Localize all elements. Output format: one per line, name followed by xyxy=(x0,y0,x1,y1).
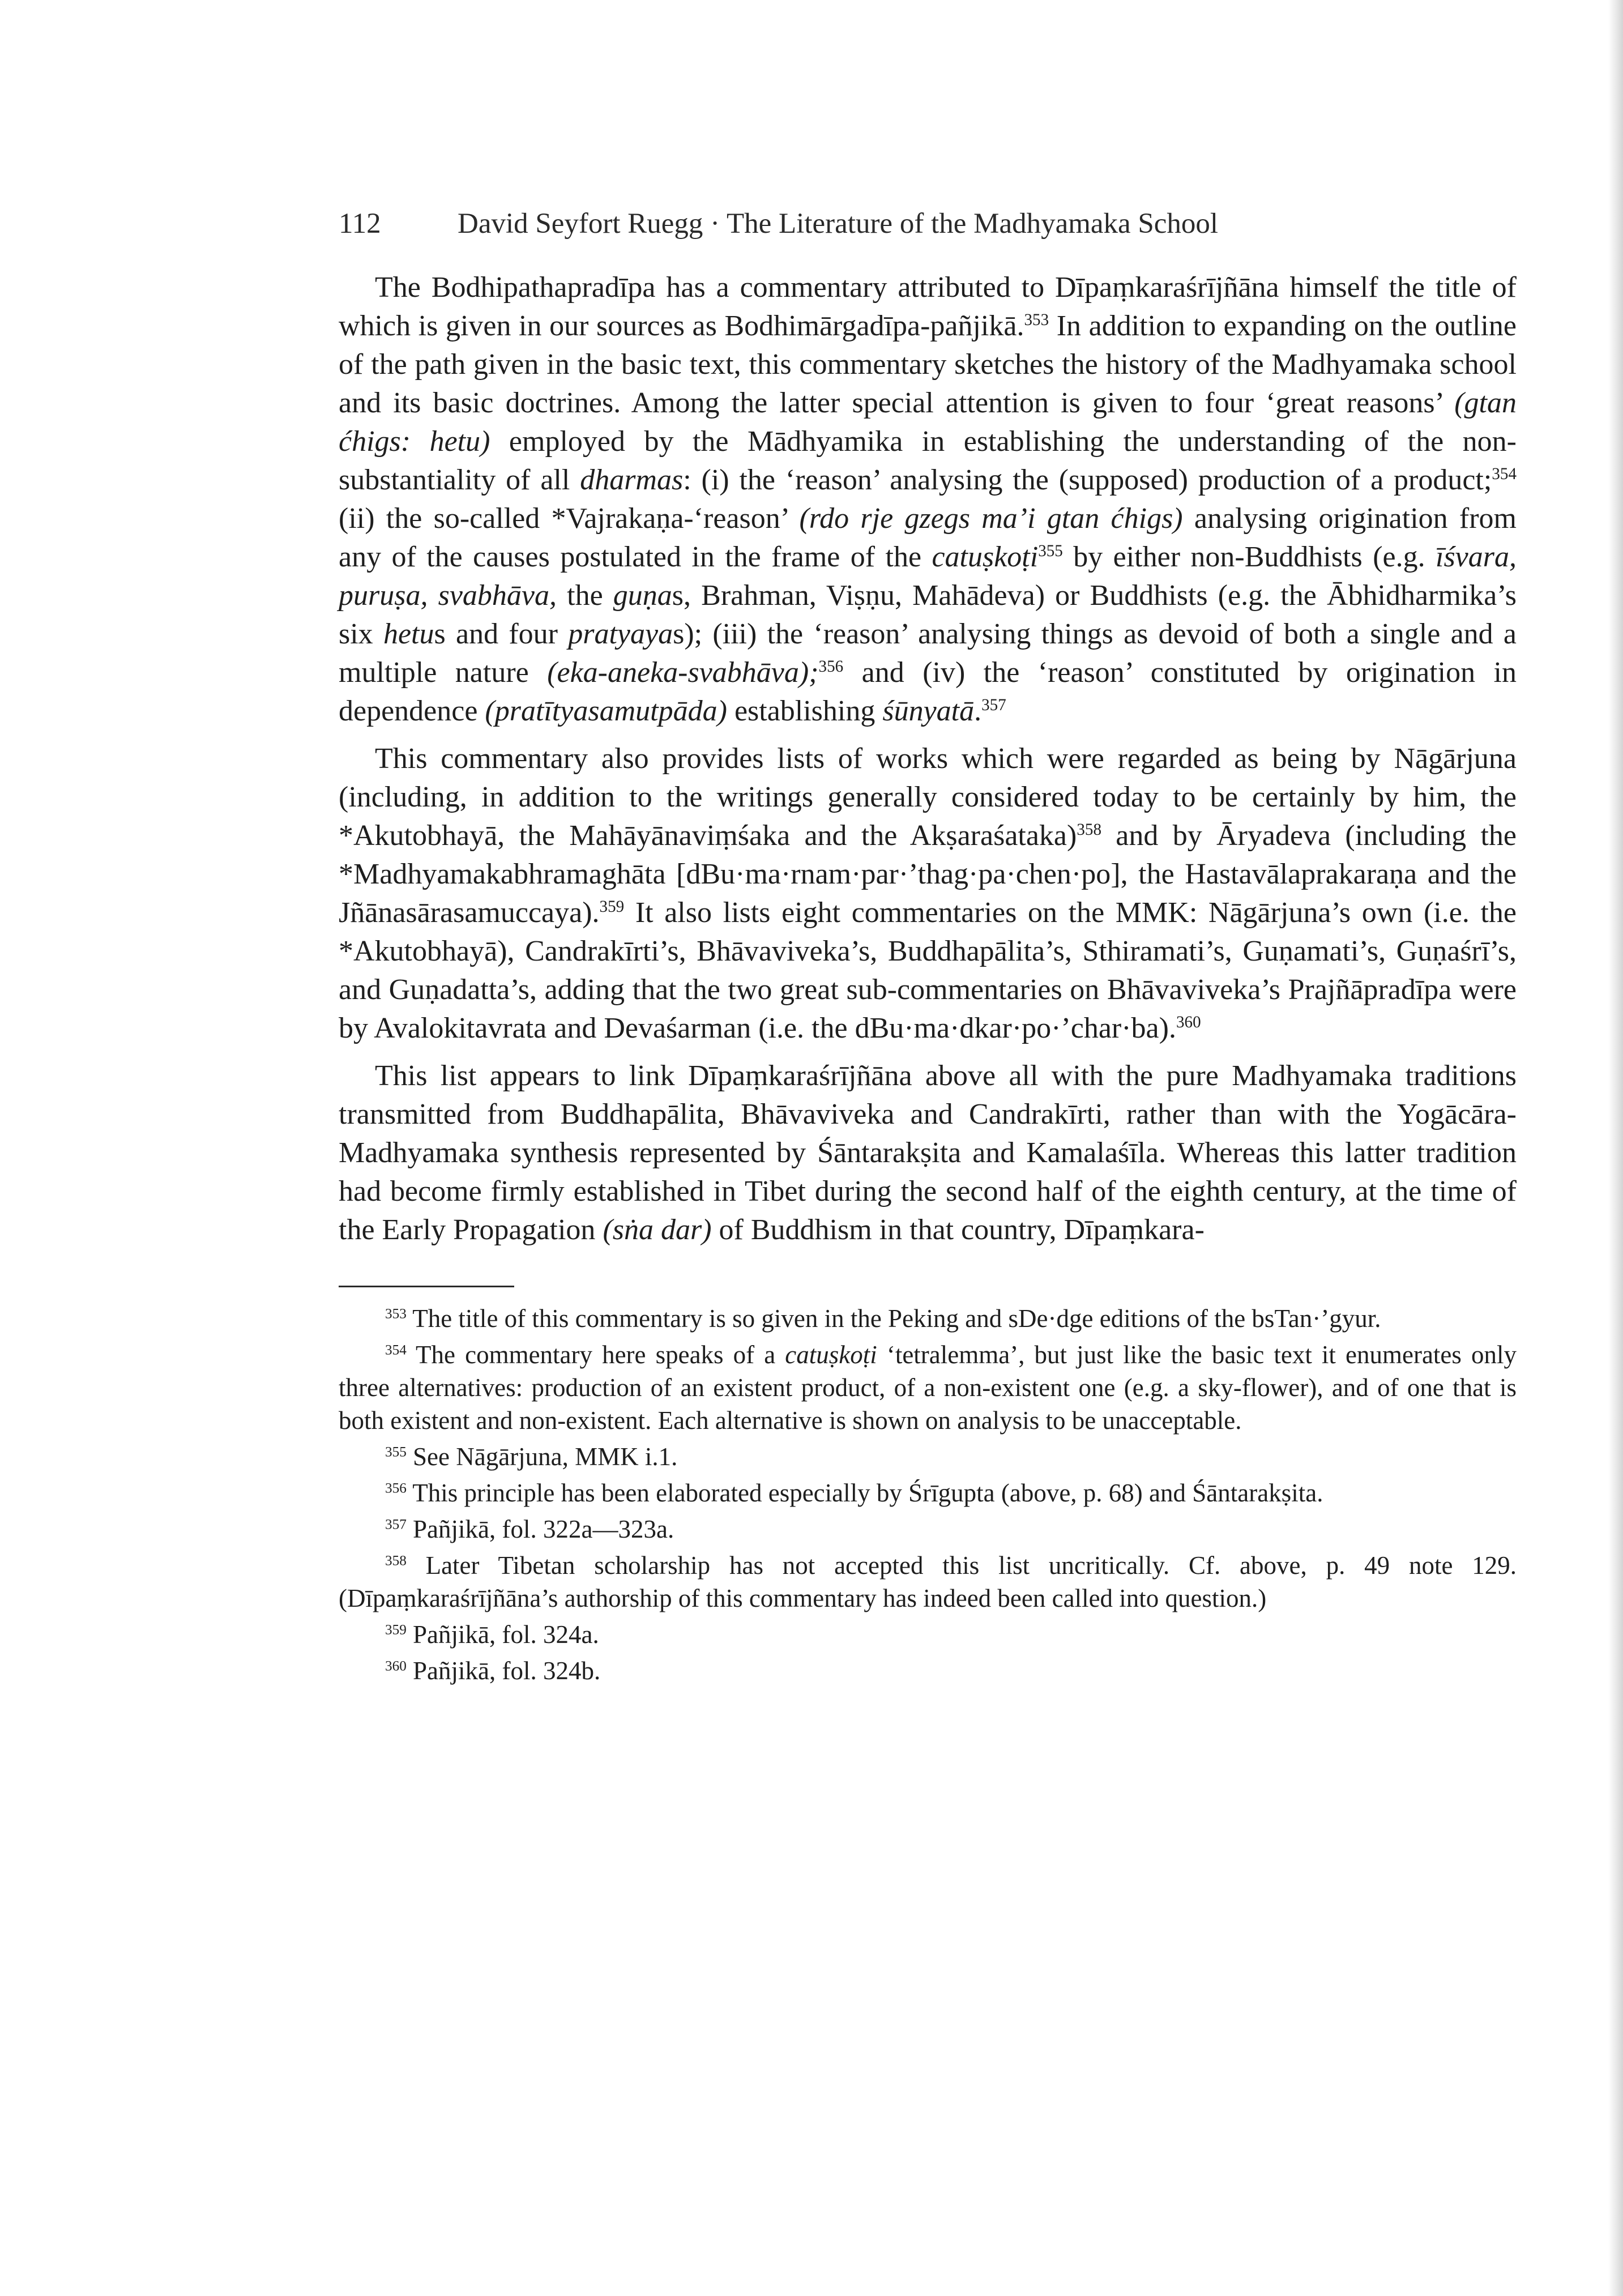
paragraph-1 xyxy=(339,268,1517,731)
text-run: establishing xyxy=(727,695,883,727)
page-edge-shadow xyxy=(1608,0,1623,2296)
footnote-number: 359 xyxy=(385,1622,407,1638)
footnote-355 xyxy=(339,1440,1517,1473)
italic-term: pratyaya xyxy=(568,618,673,650)
footnote-text: See Nāgārjuna, MMK i.1. xyxy=(406,1443,678,1471)
text-run: In addition to expanding on the outline of the path given in the basic text, this commentary sketches the history of the Madhyamaka school and its basic doctrines. Among the latter special attention is given to four ‘great reasons’ xyxy=(339,310,1517,419)
footnote-354 xyxy=(339,1338,1517,1437)
footnote-ref: 353 xyxy=(1024,310,1049,329)
footnote-number: 356 xyxy=(385,1480,407,1496)
italic-term: (rdo rje gzegs ma’i gtan ćhigs) xyxy=(799,502,1183,535)
footnote-text: Pañjikā, fol. 322a—323a. xyxy=(406,1515,674,1543)
footnote-text: Pañjikā, fol. 324a. xyxy=(406,1620,599,1649)
italic-term: dharmas xyxy=(580,464,684,496)
italic-term: guṇa xyxy=(613,579,672,612)
footnote-ref: 355 xyxy=(1038,541,1063,560)
footnote-number: 358 xyxy=(385,1553,407,1569)
footnote-360 xyxy=(339,1654,1517,1687)
paragraph-3 xyxy=(339,1057,1517,1249)
text-run: : (i) the ‘reason’ analysing the (supposed) production of a product; xyxy=(683,464,1492,496)
italic-term: catuṣkoṭi xyxy=(785,1341,877,1369)
text-run: employed by the Mādhyamika in establishing the understanding of the non-substantiality of all xyxy=(339,425,1517,496)
text-run: analysing origination from any of the causes postulated in the frame of the xyxy=(339,502,1517,573)
text-run: and by Āryadeva (including the *Madhyamakabhramaghāta [dBu·ma·rnam·par·’thag·pa·chen·po], the Hastavālaprakaraṇa and the Jñānasārasamuccaya). xyxy=(339,820,1517,929)
text-run: s and four xyxy=(434,618,569,650)
italic-term: (pratītyasamutpāda) xyxy=(485,695,727,727)
footnote-text: ‘tetralemma’, but just like the basic text it enumerates only three alternatives: production of an existent product, of a non-existent one (e.g. a sky-flower), and of one that is both existent and non-existent. Each alternative is shown on analysis to be unacceptable. xyxy=(339,1341,1517,1435)
main-text xyxy=(339,268,1517,1249)
footnote-number: 353 xyxy=(385,1306,407,1322)
footnote-353 xyxy=(339,1302,1517,1335)
italic-term: hetu xyxy=(383,618,434,650)
text-run: It also lists eight commentaries on the MMK: Nāgārjuna’s own (i.e. the *Akutobhayā), Candrakīrti’s, Bhāvaviveka’s, Buddhapālita’s, Sthiramati’s, Guṇamati’s, Guṇaśrī’s, and Guṇadatta’s, adding that the two great sub-commentaries on Bhāvaviveka’s Prajñāpradīpa were by Avalokitavrata and Devaśarman (i.e. the dBu·ma·dkar·po·’char·ba). xyxy=(339,897,1517,1044)
footnote-number: 354 xyxy=(385,1342,407,1358)
italic-term: śūnyatā xyxy=(882,695,975,727)
italic-term: catuṣkoṭi xyxy=(932,541,1039,573)
footnote-ref: 356 xyxy=(818,657,844,676)
footnote-359 xyxy=(339,1618,1517,1651)
text-run: (ii) the so-called *Vajrakaṇa-‘reason’ xyxy=(339,502,800,535)
footnote-356 xyxy=(339,1476,1517,1509)
text-run: by either non-Buddhists (e.g. xyxy=(1062,541,1436,573)
footnote-text: Later Tibetan scholarship has not accepted this list uncritically. Cf. above, p. 49 note 129. (Dīpaṃkaraśrījñāna’s authorship of this commentary has indeed been called into question.) xyxy=(339,1551,1517,1612)
footnote-ref: 360 xyxy=(1176,1013,1201,1031)
footnote-text: This principle has been elaborated especially by Śrīgupta (above, p. 68) and Śāntarakṣita. xyxy=(406,1479,1323,1507)
footnote-text: The title of this commentary is so given in the Peking and sDe·dge editions of the bsTan·’gyur. xyxy=(406,1304,1381,1333)
italic-term: (eka-aneka-svabhāva); xyxy=(547,656,819,689)
footnote-text: Pañjikā, fol. 324b. xyxy=(406,1657,601,1685)
running-header xyxy=(339,204,1517,244)
footnote-number: 360 xyxy=(385,1658,407,1674)
footnote-357 xyxy=(339,1513,1517,1546)
page-number: 112 xyxy=(339,208,381,240)
footnote-ref: 359 xyxy=(599,897,625,916)
italic-term: (sṅa dar) xyxy=(603,1214,712,1246)
italic-term: īśvara, puruṣa, svabhāva, xyxy=(339,541,1517,612)
footnote-ref: 354 xyxy=(1492,464,1517,483)
footnote-rule xyxy=(339,1286,514,1287)
running-title: David Seyfort Ruegg · The Literature of the Madhyamaka School xyxy=(458,208,1219,240)
text-run: The Bodhipathapradīpa has a commentary attributed to Dīpaṃkaraśrījñāna himself the title of which is given in our sources as Bodhimārgadīpa-pañjikā. xyxy=(339,271,1517,342)
text-run: and (iv) the ‘reason’ constituted by origination in dependence xyxy=(339,656,1517,727)
paragraph-2 xyxy=(339,740,1517,1048)
text-run: . xyxy=(974,695,982,727)
text-run: the xyxy=(557,579,613,612)
footnote-text: The commentary here speaks of a xyxy=(406,1341,785,1369)
page xyxy=(339,204,1517,1687)
footnote-number: 357 xyxy=(385,1517,407,1533)
text-run: s); (iii) the ‘reason’ analysing things as devoid of both a single and a multiple nature xyxy=(339,618,1517,689)
text-run: This commentary also provides lists of works which were regarded as being by Nāgārjuna (including, in addition to the writings generally considered today to be certainly by him, the *Akutobhayā, the Mahāyānaviṃśaka and the Akṣaraśataka) xyxy=(339,742,1517,852)
text-run: s, Brahman, Viṣṇu, Mahādeva) or Buddhists (e.g. the Ābhidharmika’s six xyxy=(339,579,1517,650)
footnote-number: 355 xyxy=(385,1444,407,1460)
text-run: of Buddhism in that country, Dīpaṃkara- xyxy=(711,1214,1205,1246)
footnote-ref: 357 xyxy=(981,695,1006,714)
footnotes xyxy=(339,1302,1517,1687)
text-run: This list appears to link Dīpaṃkaraśrījñāna above all with the pure Madhyamaka traditions transmitted from Buddhapālita, Bhāvaviveka and Candrakīrti, rather than with the Yogācāra-Madhyamaka synthesis represented by Śāntarakṣita and Kamalaśīla. Whereas this latter tradition had become firmly established in Tibet during the second half of the eighth century, at the time of the Early Propagation xyxy=(339,1060,1517,1246)
italic-term: (gtan ćhigs: hetu) xyxy=(339,387,1517,458)
footnote-358 xyxy=(339,1549,1517,1615)
footnote-ref: 358 xyxy=(1077,820,1101,839)
